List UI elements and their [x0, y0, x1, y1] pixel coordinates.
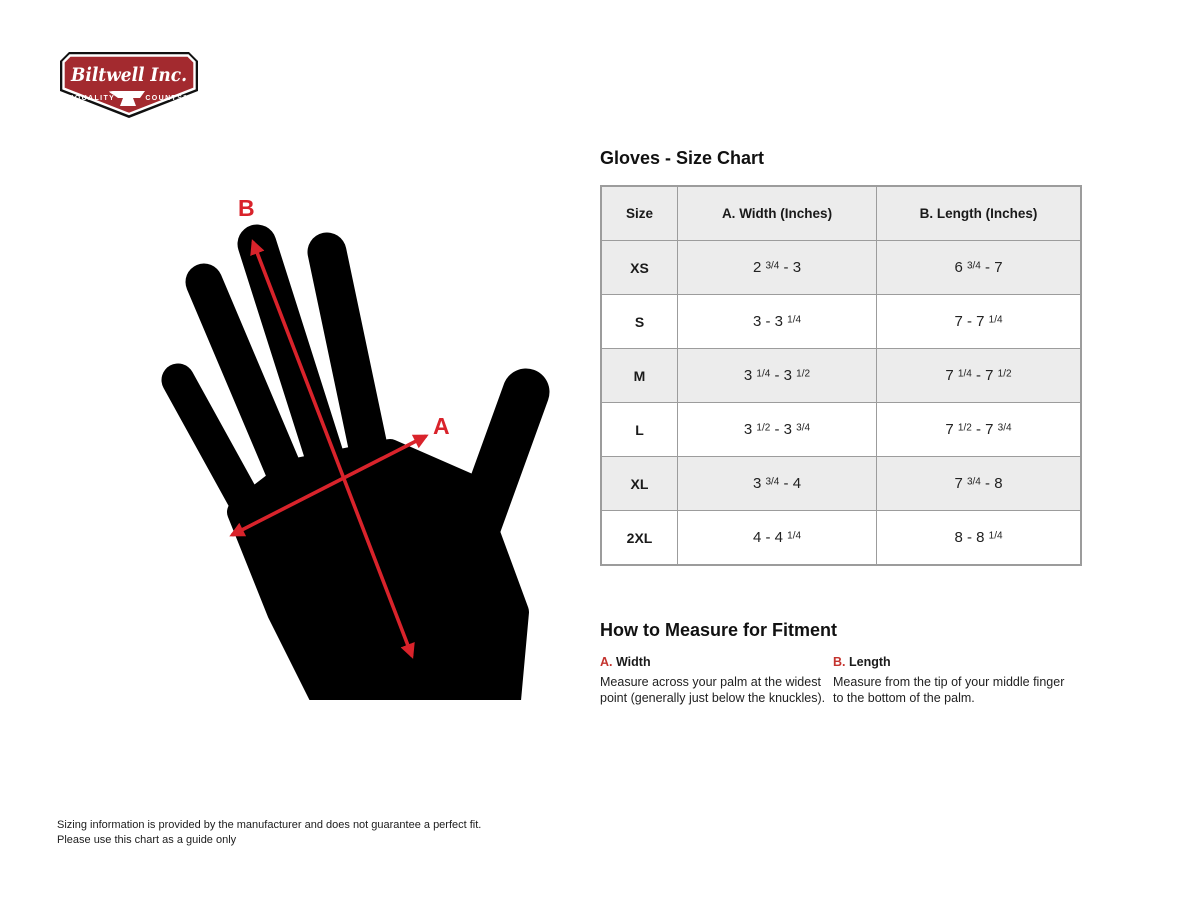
cell-size: XL [601, 457, 678, 511]
diagram-label-b: B [238, 195, 255, 221]
tagline-counts: COUNTS" [145, 95, 188, 102]
how-to-measure-title: How to Measure for Fitment [600, 620, 838, 640]
measure-width-heading [600, 654, 828, 670]
disclaimer-line1: Sizing information is provided by the manufacturer and does not guarantee a perfect fit. [57, 819, 482, 831]
cell-width: 2 $^{3/4}$ - 3 [678, 241, 877, 295]
col-header-size: Size [601, 186, 678, 241]
cell-width: 3 - 3 $^{1/4}$ [678, 295, 877, 349]
cell-size: XS [601, 241, 678, 295]
measure-width-label: Width [615, 655, 651, 669]
measure-length-key: B. [833, 655, 846, 669]
measure-length-label: Length [848, 655, 891, 669]
cell-size: 2XL [601, 511, 678, 566]
diagram-label-a: A [433, 413, 450, 439]
cell-size: S [601, 295, 678, 349]
brand-name: Biltwell Inc. [70, 64, 187, 86]
measure-width-key: A. [600, 655, 613, 669]
cell-size: L [601, 403, 678, 457]
biltwell-logo [57, 50, 201, 120]
table-row [601, 295, 1081, 349]
table-row [601, 349, 1081, 403]
table-row [601, 403, 1081, 457]
cell-width: 3 $^{1/2}$ - 3 $^{3/4}$ [678, 403, 877, 457]
size-chart-title: Gloves - Size Chart [600, 148, 765, 168]
table-row [601, 241, 1081, 295]
table-row [601, 511, 1081, 566]
col-header-width: A. Width (Inches) [678, 186, 877, 241]
measure-width-text: Measure across your palm at the widest point (generally just below the knuckles). [600, 675, 826, 705]
measure-length-heading [833, 654, 1065, 670]
cell-length: 7 $^{1/2}$ - 7 $^{3/4}$ [877, 403, 1082, 457]
cell-length: 7 - 7 $^{1/4}$ [877, 295, 1082, 349]
disclaimer [57, 818, 481, 848]
tagline-quality: "QUALITY [70, 95, 116, 102]
cell-length: 7 $^{3/4}$ - 8 [877, 457, 1082, 511]
size-table-body [601, 241, 1081, 566]
size-chart-table [600, 185, 1082, 566]
cell-width: 3 $^{3/4}$ - 4 [678, 457, 877, 511]
table-header-row [601, 186, 1081, 241]
measure-length-text: Measure from the tip of your middle finger to the bottom of the palm. [833, 675, 1065, 705]
cell-size: M [601, 349, 678, 403]
table-row [601, 457, 1081, 511]
disclaimer-line2: Please use this chart as a guide only [57, 833, 237, 846]
measure-instruction-width [600, 654, 828, 706]
col-header-length: B. Length (Inches) [877, 186, 1082, 241]
cell-length: 6 $^{3/4}$ - 7 [877, 241, 1082, 295]
hand-measurement-diagram [140, 180, 580, 700]
cell-length: 8 - 8 $^{1/4}$ [877, 511, 1082, 566]
palm-shape [240, 452, 516, 700]
cell-width: 3 $^{1/4}$ - 3 $^{1/2}$ [678, 349, 877, 403]
cell-length: 7 $^{1/4}$ - 7 $^{1/2}$ [877, 349, 1082, 403]
cell-width: 4 - 4 $^{1/4}$ [678, 511, 877, 566]
measure-instruction-length [833, 654, 1065, 706]
